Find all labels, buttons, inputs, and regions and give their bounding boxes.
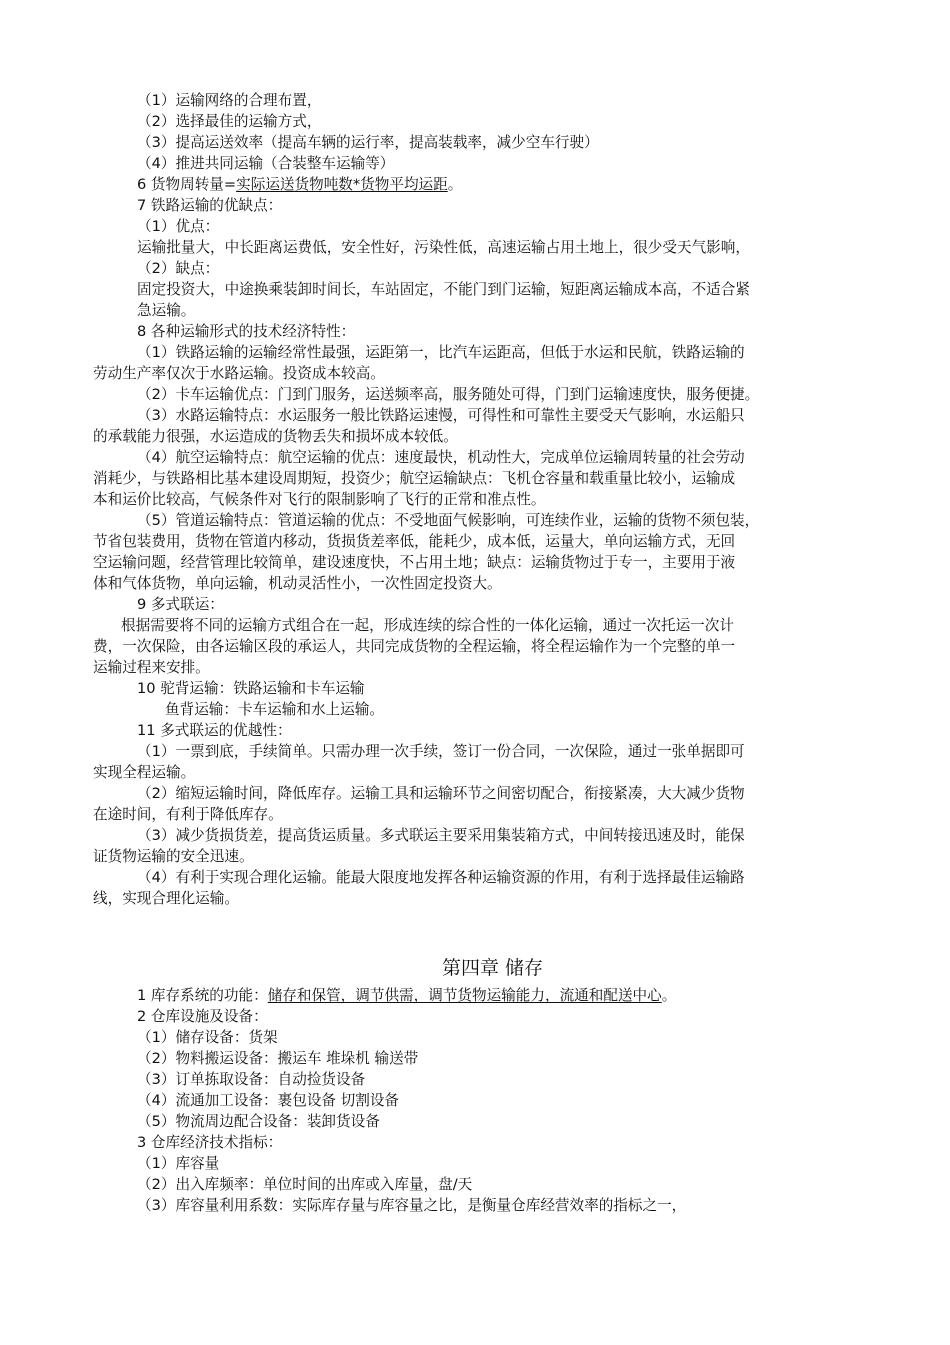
- text-line: （2）选择最佳的运输方式，: [137, 113, 322, 130]
- text-line: 根据需要将不同的运输方式组合在一起，形成连续的综合性的一体化运输，通过一次托运一次计: [121, 617, 734, 634]
- text-segment: 6 货物周转量=: [137, 176, 237, 193]
- text-line: 的承载能力很强，水运造成的货物丢失和损坏成本较低。: [93, 428, 458, 445]
- text-segment: 。: [661, 987, 677, 1004]
- underlined-definition: 储存和保管，调节供需，调节货物运输能力，流通和配送中心: [267, 987, 662, 1004]
- text-line: （2）缩短运输时间，降低库存。运输工具和运输环节之间密切配合，衔接紧凑，大大减少货物: [137, 785, 745, 802]
- text-line: 实现全程运输。: [93, 764, 196, 781]
- text-line: 急运输。: [137, 302, 196, 319]
- text-line: 证货物运输的安全迅速。: [93, 848, 254, 865]
- text-line: 9 多式联运：: [137, 596, 224, 613]
- text-line: 节省包装费用，货物在管道内移动，货损货差率低，能耗少，成本低，运量大，单向运输方式，无回: [93, 533, 736, 550]
- chapter-title: 第四章 储存: [442, 957, 544, 979]
- text-line: 运输批量大，中长距离运费低，安全性好，污染性低，高速运输占用土地上，很少受天气影响，: [137, 239, 750, 256]
- text-line: （3）库容量利用系数：实际库存量与库容量之比，是衡量仓库经营效率的指标之一，: [137, 1197, 687, 1214]
- text-segment: 1 库存系统的功能：: [137, 987, 268, 1004]
- text-line: （5）物流周边配合设备：装卸货设备: [137, 1113, 380, 1130]
- text-line: 线，实现合理化运输。: [93, 890, 239, 907]
- text-segment: 。: [447, 176, 463, 193]
- text-line: （2）物料搬运设备：搬运车 堆垛机 输送带: [137, 1050, 419, 1067]
- text-line: （3）水路运输特点：水运服务一般比铁路运速慢，可得性和可靠性主要受天气影响，水运船只: [137, 407, 745, 424]
- text-line: （1）优点：: [137, 218, 220, 235]
- text-line: 10 驼背运输：铁路运输和卡车运输: [137, 680, 365, 697]
- text-line: （1）储存设备：货架: [137, 1029, 278, 1046]
- text-line: 固定投资大，中途换乘装卸时间长，车站固定，不能门到门运输，短距离运输成本高，不适合紧: [137, 281, 750, 298]
- text-line: 运输过程来安排。: [93, 659, 210, 676]
- text-line: （1）一票到底，手续简单。只需办理一次手续，签订一份合同，一次保险，通过一张单据即可: [137, 743, 745, 760]
- text-line: 11 多式联运的优越性：: [137, 722, 292, 739]
- text-line: （2）卡车运输优点：门到门服务，运送频率高，服务随处可得，门到门运输速度快，服务便捷。: [137, 386, 760, 403]
- text-line: 2 仓库设施及设备：: [137, 1008, 268, 1025]
- text-line: 鱼背运输：卡车运输和水上运输。: [165, 701, 384, 718]
- text-line: （3）订单拣取设备：自动捡货设备: [137, 1071, 366, 1088]
- text-line: 本和运价比较高，气候条件对飞行的限制影响了飞行的正常和准点性。: [93, 491, 546, 508]
- text-line: （4）流通加工设备：裹包设备 切割设备: [137, 1092, 400, 1109]
- text-line: 空运输问题，经营管理比较简单，建设速度快，不占用土地；缺点：运输货物过于专一，主要用于液: [93, 554, 736, 571]
- text-line: （2）缺点：: [137, 260, 220, 277]
- text-line: （4）有利于实现合理化运输。能最大限度地发挥各种运输资源的作用，有利于选择最佳运输路: [137, 869, 745, 886]
- text-line: （4）航空运输特点：航空运输的优点：速度最快，机动性大，完成单位运输周转量的社会劳动: [137, 449, 745, 466]
- text-line: （3）减少货损货差，提高货运质量。多式联运主要采用集装箱方式，中间转接迅速及时，能保: [137, 827, 745, 844]
- text-line: 消耗少，与铁路相比基本建设周期短，投资少；航空运输缺点：飞机仓容量和载重量比较小，运输成: [93, 470, 736, 487]
- underlined-formula: 实际运送货物吨数*货物平均运距: [236, 176, 448, 193]
- text-line: 7 铁路运输的优缺点：: [137, 197, 283, 214]
- text-line: 费，一次保险，由各运输区段的承运人，共同完成货物的全程运输，将全程运输作为一个完整的单一: [93, 638, 736, 655]
- text-line: （1）运输网络的合理布置，: [137, 92, 322, 109]
- text-line: 8 各种运输形式的技术经济特性：: [137, 323, 356, 340]
- text-line: （4）推进共同运输（合装整车运输等）: [137, 155, 395, 172]
- text-line: （1）库容量: [137, 1155, 220, 1172]
- text-line: （1）铁路运输的运输经常性最强，运距第一，比汽车运距高，但低于水运和民航，铁路运输的: [137, 344, 745, 361]
- text-line: 在途时间，有利于降低库存。: [93, 806, 283, 823]
- text-line: （2）出入库频率：单位时间的出库或入库量，盘/天: [137, 1176, 473, 1193]
- text-line: 体和气体货物，单向运输，机动灵活性小，一次性固定投资大。: [93, 575, 502, 592]
- text-line: （5）管道运输特点：管道运输的优点：不受地面气候影响，可连续作业，运输的货物不须包装，: [137, 512, 760, 529]
- text-line: 3 仓库经济技术指标：: [137, 1134, 283, 1151]
- text-line: （3）提高运送效率（提高车辆的运行率，提高装载率，减少空车行驶）: [137, 134, 599, 151]
- text-line: [137, 175, 462, 195]
- text-line: [137, 986, 676, 1006]
- text-line: 劳动生产率仅次于水路运输。投资成本较高。: [93, 365, 385, 382]
